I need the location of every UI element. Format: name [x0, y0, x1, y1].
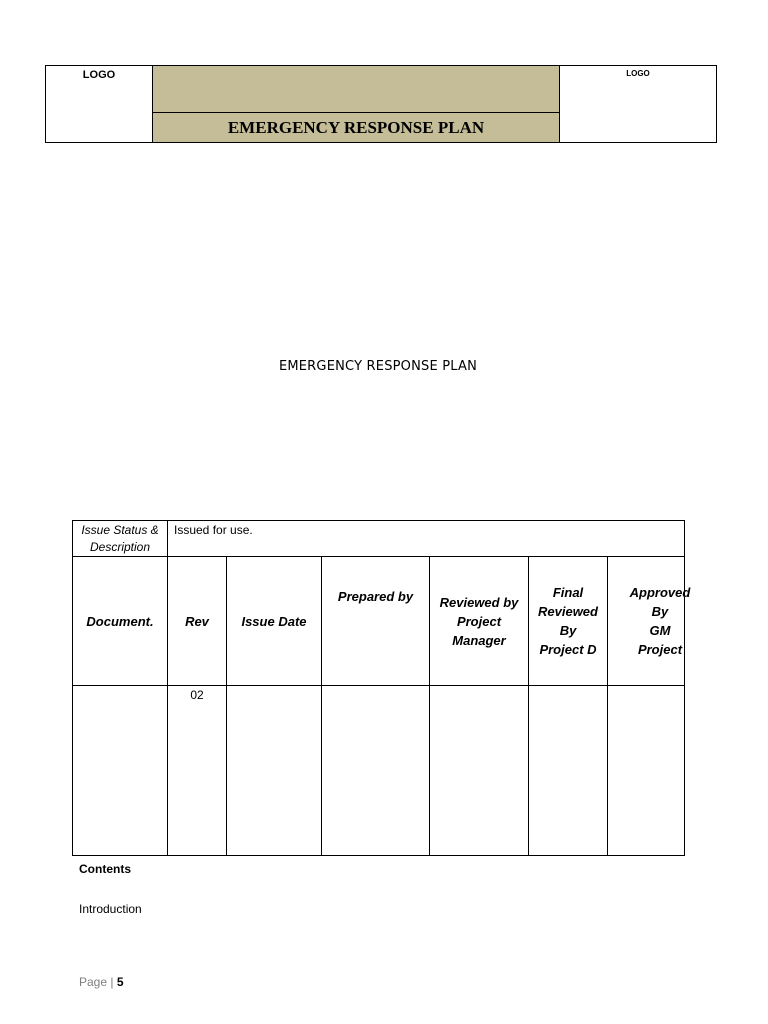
cell-rev: 02 — [168, 686, 227, 856]
revision-table — [72, 520, 691, 856]
cell-prepared-by — [322, 686, 430, 856]
approved-by-text: Approved By GM Project — [629, 585, 691, 657]
cell-issue-date — [227, 686, 322, 856]
column-header-issue-date: Issue Date — [227, 557, 322, 686]
table-row — [73, 686, 685, 856]
document-title: EMERGENCY RESPONSE PLAN — [278, 359, 478, 374]
header-title: EMERGENCY RESPONSE PLAN — [153, 113, 560, 142]
cell-final-reviewed — [529, 686, 608, 856]
cell-reviewed-by — [430, 686, 529, 856]
page-footer — [79, 975, 124, 989]
status-label: Issue Status & Description — [73, 521, 168, 557]
document-header — [45, 65, 717, 143]
logo-right: LOGO — [626, 69, 650, 78]
cell-document — [73, 686, 168, 856]
header-row — [73, 557, 685, 686]
contents-item-introduction: Introduction — [79, 902, 142, 916]
column-header-final-reviewed: Final Reviewed By Project D — [529, 557, 608, 686]
page-label: Page — [79, 975, 108, 989]
contents-heading: Contents — [79, 862, 131, 876]
status-row — [73, 521, 685, 557]
column-header-approved-by — [608, 557, 691, 686]
status-value: Issued for use. — [168, 521, 685, 557]
page-number: 5 — [116, 975, 124, 989]
column-header-prepared-by: Prepared by — [322, 557, 430, 686]
column-header-rev: Rev — [168, 557, 227, 686]
logo-left: LOGO — [46, 66, 153, 142]
page-separator: | — [110, 975, 114, 989]
column-header-reviewed-by: Reviewed by Project Manager — [430, 557, 529, 686]
column-header-document: Document. — [73, 557, 168, 686]
cell-approved-by — [608, 686, 685, 856]
header-band-top — [153, 66, 560, 113]
